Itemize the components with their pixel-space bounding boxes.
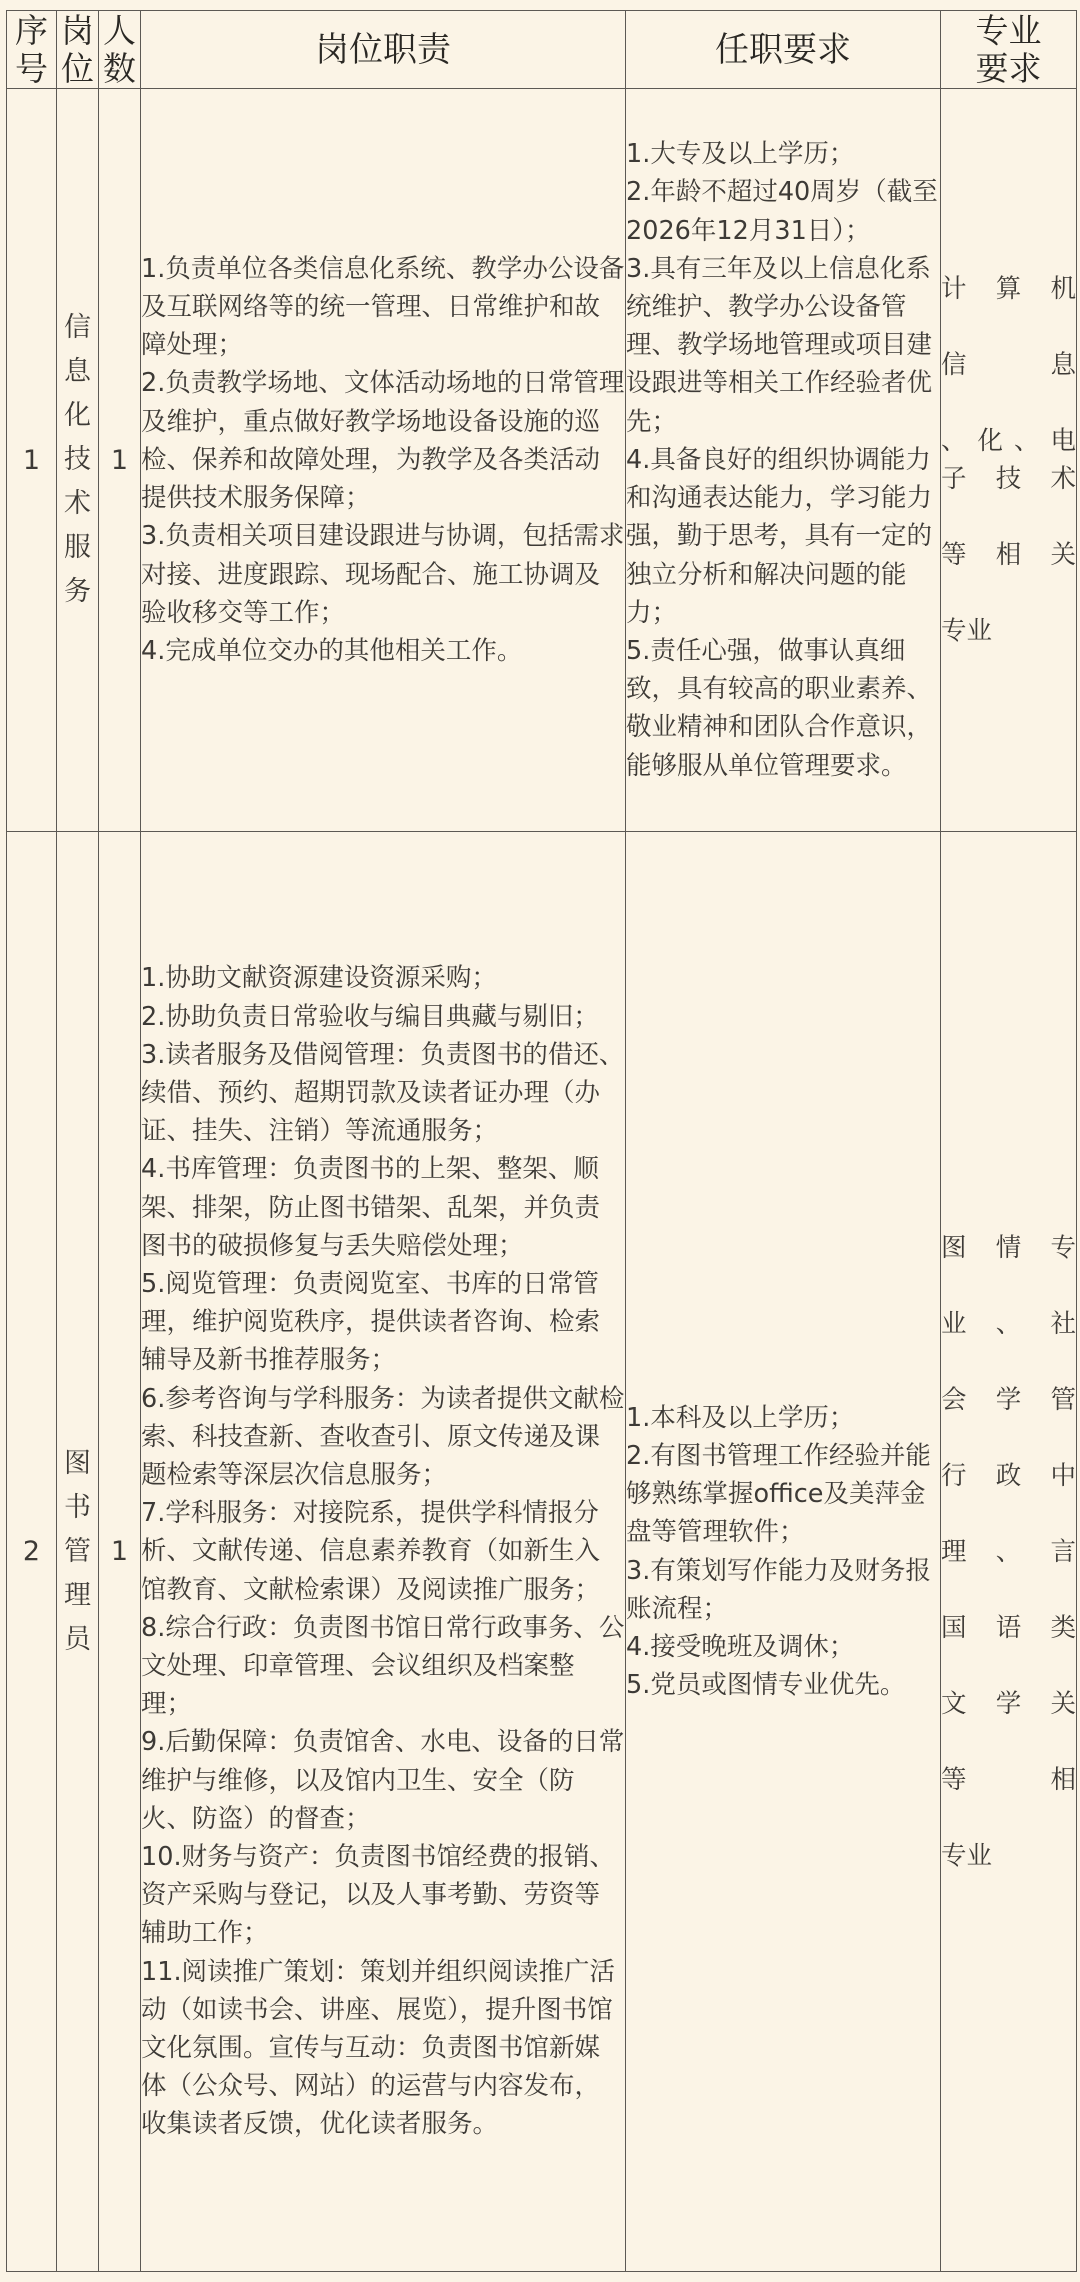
major-line: 行 政 中 bbox=[941, 1460, 1076, 1491]
row-headcount: 1 bbox=[99, 89, 141, 832]
major-line: 专业 bbox=[941, 1840, 993, 1871]
major-line: 等 相 bbox=[941, 1764, 1076, 1795]
major-line: 信 息 bbox=[941, 350, 1076, 380]
major-line: 等 相 关 bbox=[941, 540, 1076, 570]
table-row bbox=[7, 832, 1077, 2272]
table-header-row bbox=[7, 11, 1077, 89]
row-duties: 1.协助文献资源建设资源采购； 2.协助负责日常验收与编目典藏与剔旧； 3.读者服务及借阅管理：负责图书的借还、续借、预约、超期罚款及读者证办理（办证、挂失、注销）等流通服务； 4.书库管理：负责图书的上架、整架、顺架、排架，防止图书错架、乱架，并负责图书的破损修复与丢失赔偿处理； 5.阅览管理：负责阅览室、书库的日常管理，维护阅览秩序，提供读者咨询、检索辅导及新书推荐服务； 6.参考咨询与学科服务：为读者提供文献检索、科技查新、查收查引、原文传递及课题检索等深层次信息服务； 7.学科服务：对接院系，提供学科情报分析、文献传递、信息素养教育（如新生入馆教育、文献检索课）及阅读推广服务； 8.综合行政：负责图书馆日常行政事务、公文处理、印章管理、会议组织及档案整理； 9.后勤保障：负责馆舍、水电、设备的日常维护与维修，以及馆内卫生、安全（防火、防盗）的督查； 10.财务与资产：负责图书馆经费的报销、资产采购与登记，以及人事考勤、劳资等辅助工作； 11.阅读推广策划：策划并组织阅读推广活动（如读书会、讲座、展览），提升图书馆文化氛围。宣传与互动：负责图书馆新媒体（公众号、网站）的运营与内容发布，收集读者反馈，优化读者服务。 bbox=[141, 832, 626, 2272]
row-post-name: 信 息 化 技 术 服 务 bbox=[57, 89, 99, 832]
row-serial-number: 1 bbox=[7, 89, 57, 832]
major-line: 理 、 言 bbox=[941, 1536, 1076, 1567]
major-line: 计 算 机 bbox=[941, 274, 1076, 304]
header-post: 岗 位 bbox=[57, 11, 99, 89]
header-duties: 岗位职责 bbox=[141, 11, 626, 89]
table-row bbox=[7, 89, 1077, 832]
major-line: 国 语 类 bbox=[941, 1612, 1076, 1643]
row-major bbox=[941, 832, 1077, 2272]
header-headcount: 人 数 bbox=[99, 11, 141, 89]
row-requirements: 1.大专及以上学历； 2.年龄不超过40周岁（截至2026年12月31日）； 3.具有三年及以上信息化系统维护、教学办公设备管理、教学场地管理或项目建设跟进等相关工作经验者优先； 4.具备良好的组织协调能力和沟通表达能力，学习能力强，勤于思考，具有一定的独立分析和解决问题的能力； 5.责任心强，做事认真细致，具有较高的职业素养、敬业精神和团队合作意识，能够服从单位管理要求。 bbox=[626, 89, 941, 832]
major-line: 会 学 管 bbox=[941, 1384, 1076, 1415]
row-post-name: 图 书 管 理 员 bbox=[57, 832, 99, 2272]
row-duties: 1.负责单位各类信息化系统、教学办公设备及互联网络等的统一管理、日常维护和故障处理； 2.负责教学场地、文体活动场地的日常管理及维护，重点做好教学场地设备设施的巡检、保养和故障处理，为教学及各类活动提供技术服务保障； 3.负责相关项目建设跟进与协调，包括需求对接、进度跟踪、现场配合、施工协调及验收移交等工作； 4.完成单位交办的其他相关工作。 bbox=[141, 89, 626, 832]
job-positions-table bbox=[6, 10, 1077, 2272]
major-line: 、 化 、 电 子 技 术 bbox=[941, 426, 1076, 494]
major-line: 业 、 社 bbox=[941, 1308, 1076, 1339]
major-line: 图 情 专 bbox=[941, 1232, 1076, 1263]
header-requirements: 任职要求 bbox=[626, 11, 941, 89]
major-line: 专业 bbox=[941, 616, 993, 646]
header-major: 专业 要求 bbox=[941, 11, 1077, 89]
row-serial-number: 2 bbox=[7, 832, 57, 2272]
row-requirements: 1.本科及以上学历； 2.有图书管理工作经验并能够熟练掌握office及美萍金盘等管理软件； 3.有策划写作能力及财务报账流程； 4.接受晚班及调休； 5.党员或图情专业优先。 bbox=[626, 832, 941, 2272]
row-major bbox=[941, 89, 1077, 832]
major-line: 文 学 关 bbox=[941, 1688, 1076, 1719]
row-headcount: 1 bbox=[99, 832, 141, 2272]
header-serial-number: 序 号 bbox=[7, 11, 57, 89]
